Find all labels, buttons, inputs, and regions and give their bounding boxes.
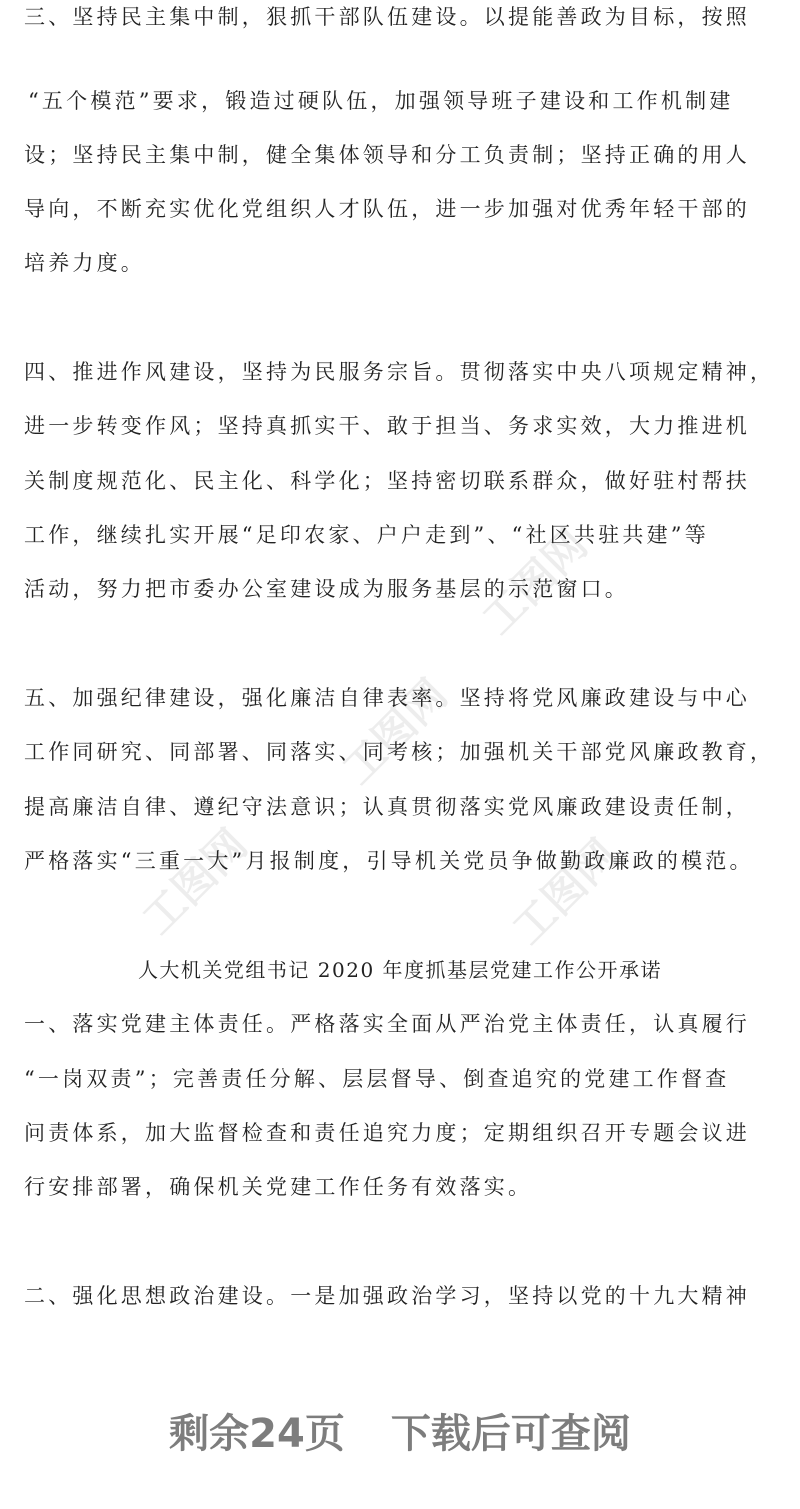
document-title: 人大机关党组书记 2020 年度抓基层党建工作公开承诺 [137,958,663,982]
paragraph-line: 活动，努力把市委办公室建设成为服务基层的示范窗口。 [24,577,629,601]
paragraph-line: 关制度规范化、民主化、科学化；坚持密切联系群众，做好驻村帮扶 [24,469,750,493]
paragraph-line: 进一步转变作风；坚持真抓实干、敢于担当、务求实效，大力推进机 [24,414,750,438]
paragraph-line: 四、推进作风建设，坚持为民服务宗旨。贯彻落实中央八项规定精神， [24,360,775,384]
paragraph-line: 工作同研究、同部署、同落实、同考核；加强机关干部党风廉政教育， [24,740,775,764]
paragraph-line: 行安排部署，确保机关党建工作任务有效落实。 [24,1175,533,1199]
paragraph-line: 问责体系，加大监督检查和责任追究力度；定期组织召开专题会议进 [24,1121,750,1145]
watermark: 工图网 [132,819,257,944]
paragraph-line: 工作，继续扎实开展“足印农家、户户走到”、“社区共驻共建”等 [24,523,709,547]
download-prompt[interactable] [0,1410,800,1458]
watermark: 工图网 [502,829,627,954]
paragraph-line: 一、落实党建主体责任。严格落实全面从严治党主体责任，认真履行 [24,1012,750,1036]
watermark: 工图网 [472,519,597,644]
paragraph-line: 提高廉洁自律、遵纪守法意识；认真贯彻落实党风廉政建设责任制， [24,795,750,819]
paragraph-line: 五、加强纪律建设，强化廉洁自律表率。坚持将党风廉政建设与中心 [24,686,750,710]
paragraph-line: 二、强化思想政治建设。一是加强政治学习，坚持以党的十九大精神 [24,1284,750,1308]
paragraph-line: 培养力度。 [24,251,145,275]
remaining-pages-label: 剩余24页 [169,1411,345,1457]
paragraph-line: 导向，不断充实优化党组织人才队伍，进一步加强对优秀年轻干部的 [24,197,750,221]
download-to-view-label: 下载后可查阅 [390,1411,631,1457]
paragraph-line: “五个模范”要求，锻造过硬队伍，加强领导班子建设和工作机制建 [28,89,734,113]
paragraph-line: 严格落实“三重一大”月报制度，引导机关党员争做勤政廉政的模范。 [24,849,754,873]
paragraph-line: 设；坚持民主集中制，健全集体领导和分工负责制；坚持正确的用人 [24,143,750,167]
paragraph-line: 三、坚持民主集中制，狠抓干部队伍建设。以提能善政为目标，按照 [24,5,750,29]
paragraph-line: “一岗双责”；完善责任分解、层层督导、倒查追究的党建工作督查 [24,1067,730,1091]
watermark: 工图网 [332,669,457,794]
